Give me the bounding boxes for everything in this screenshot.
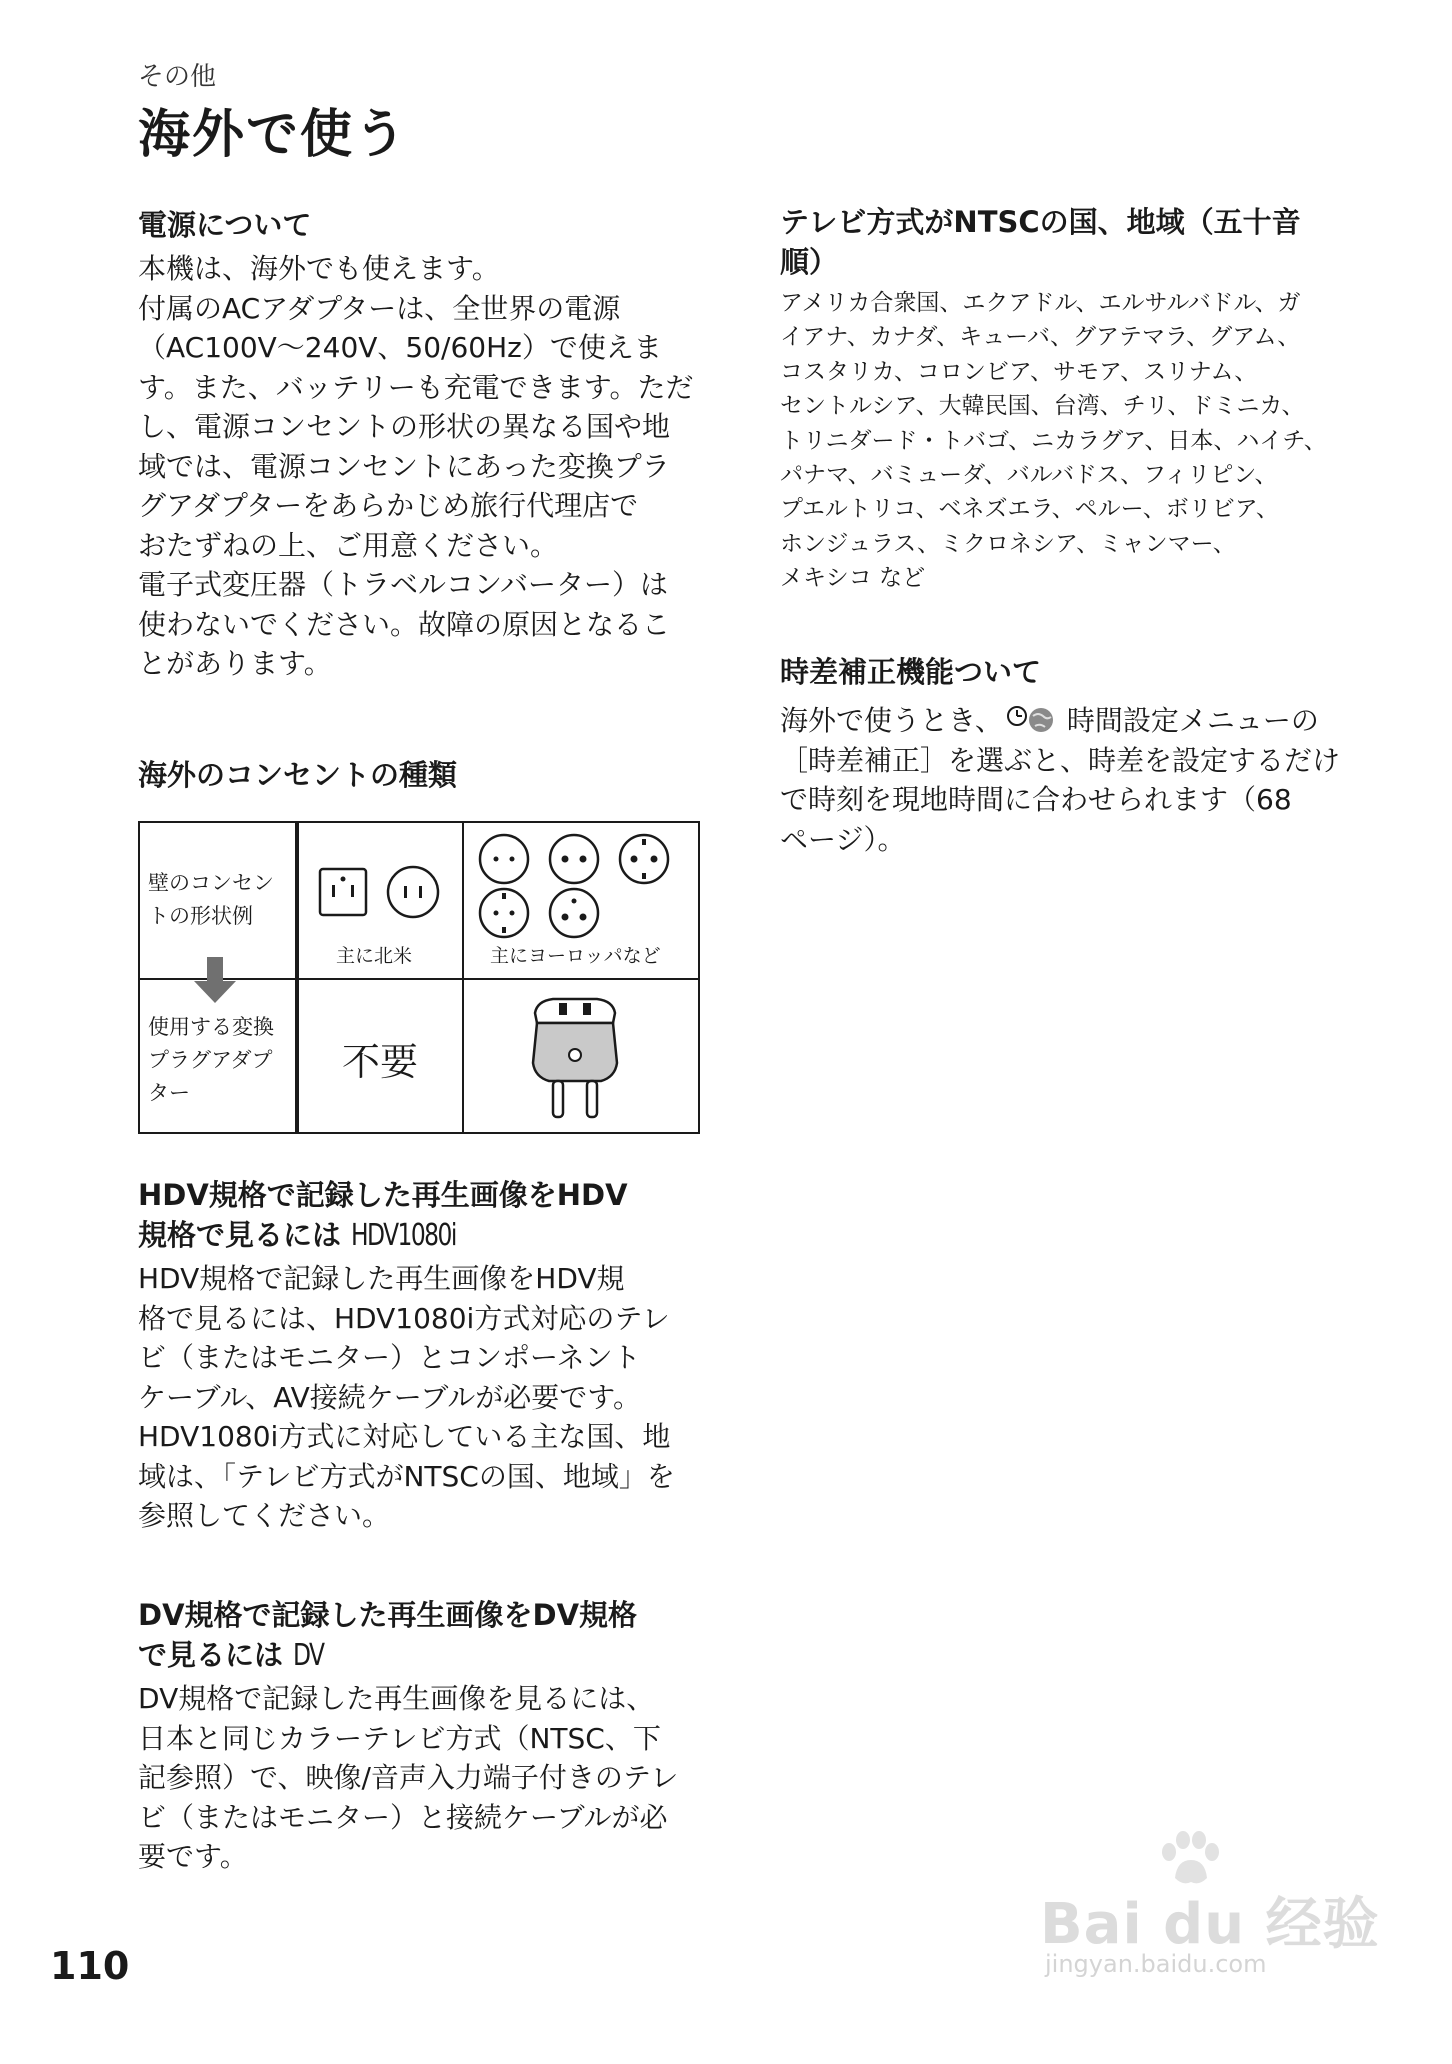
outlet-table	[138, 821, 700, 1134]
row1-label-line: トの形状例	[148, 904, 253, 928]
hdv-heading-text: 規格で見るには	[138, 1218, 342, 1252]
row2-label	[148, 1011, 274, 1110]
ntsc-line: メキシコ など	[780, 565, 926, 592]
grounded-outlet-icon	[320, 869, 366, 915]
power-line: おたずねの上、ご用意ください。	[138, 528, 559, 562]
hdv1080i-icon: HDV1080i	[351, 1218, 456, 1253]
page-title: 海外で使う	[138, 105, 409, 165]
hdv-line: ビ（またはモニター）とコンポーネント	[138, 1341, 641, 1374]
dv-heading-text: で見るには	[138, 1638, 284, 1672]
dv-line: 日本と同じカラーテレビ方式（NTSC、下	[138, 1721, 661, 1755]
down-arrow-icon	[190, 957, 240, 1007]
row2-label-line: プラグアダプ	[148, 1048, 273, 1072]
ntsc-line: トリニダード・トバゴ、ニカラグア、日本、ハイチ、	[780, 427, 1327, 454]
hdv-heading	[138, 1175, 628, 1256]
dv-line: 記参照）で、映像/音声入力端子付きのテレ	[138, 1761, 679, 1794]
round-outlet-icon	[480, 835, 528, 883]
hdv-heading-line2	[138, 1215, 628, 1256]
ntsc-line: イアナ、カナダ、キューバ、グアテマラ、グアム、	[780, 324, 1301, 351]
caption-north-america: 主に北米	[336, 945, 413, 967]
dv-line: ビ（またはモニター）と接続ケーブルが必	[138, 1800, 668, 1834]
row1-label	[148, 867, 274, 933]
timediff-line: で時刻を現地時間に合わせられます（68	[780, 783, 1292, 816]
dv-line: DV規格で記録した再生画像を見るには、	[138, 1682, 655, 1715]
europe-outlet-icons	[474, 831, 689, 941]
ntsc-heading	[780, 202, 1301, 282]
power-body	[138, 249, 694, 684]
timediff-line	[780, 701, 1340, 741]
power-line: グアダプターをあらかじめ旅行代理店で	[138, 489, 639, 522]
timediff-heading: 時差補正機能ついて	[780, 655, 1042, 689]
timediff-line: ［時差補正］を選ぶと、時差を設定するだけ	[780, 743, 1341, 777]
clock-globe-icon	[1005, 704, 1063, 734]
power-line: し、電源コンセントの形状の異なる国や地	[138, 410, 671, 443]
round-outlet-icon	[550, 889, 598, 937]
timediff-line1-before: 海外で使うとき、	[780, 704, 1003, 737]
power-line: す。また、バッテリーも充電できます。ただ	[138, 370, 694, 404]
hdv-line: 域は、「テレビ方式がNTSCの国、地域」を	[138, 1459, 675, 1493]
ntsc-line: セントルシア、大韓民国、台湾、チリ、ドミニカ、	[780, 393, 1305, 420]
dv-heading-line2	[138, 1635, 637, 1676]
ntsc-line: プエルトリコ、ベネズエラ、ペルー、ボリビア、	[780, 496, 1279, 523]
power-line: 域では、電源コンセントにあった変換プラ	[138, 449, 670, 483]
round-outlet-icon	[550, 835, 598, 883]
caption-europe: 主にヨーロッパなど	[490, 945, 661, 967]
row2-label-line: ター	[148, 1081, 190, 1105]
timediff-body	[780, 701, 1340, 859]
ntsc-line: アメリカ合衆国、エクアドル、エルサルバドル、ガ	[780, 290, 1301, 316]
power-line: （AC100V〜240V、50/60Hz）で使えま	[138, 331, 662, 364]
dv-heading-line1: DV規格で記録した再生画像をDV規格	[138, 1598, 638, 1632]
timediff-line: ページ）。	[780, 822, 906, 856]
watermark-logo: Bai du 经验	[1040, 1892, 1380, 1957]
power-line: とがあります。	[138, 647, 332, 680]
two-prong-outlet-icon	[388, 867, 438, 917]
ntsc-heading-line1: テレビ方式がNTSCの国、地域（五十音	[780, 205, 1301, 239]
power-line: 本機は、海外でも使えます。	[138, 252, 500, 285]
ntsc-line: パナマ、バミューダ、バルバドス、フィリピン、	[780, 462, 1278, 489]
row2-label-line: 使用する変換	[148, 1015, 274, 1039]
not-needed-label: 不要	[342, 1040, 419, 1084]
ntsc-line: ホンジュラス、ミクロネシア、ミャンマー、	[780, 530, 1236, 557]
plug-adapter-icon	[525, 993, 625, 1123]
ntsc-line: コスタリカ、コロンビア、サモア、スリナム、	[780, 358, 1258, 385]
category-label: その他	[138, 62, 217, 92]
row1-label-line: 壁のコンセン	[148, 871, 274, 895]
power-line: 電子式変圧器（トラベルコンバーター）は	[138, 568, 669, 601]
hdv-heading-line1: HDV規格で記録した再生画像をHDV	[138, 1178, 628, 1212]
ntsc-country-list	[780, 286, 1327, 596]
round-outlet-icon	[620, 835, 668, 883]
hdv-body	[138, 1259, 675, 1536]
watermark-url: jingyan.baidu.com	[1045, 1950, 1267, 1978]
hdv-line: HDV1080i方式に対応している主な国、地	[138, 1420, 671, 1453]
ntsc-heading-line2: 順）	[780, 245, 839, 279]
round-outlet-icon	[480, 889, 528, 937]
outlets-heading: 海外のコンセントの種類	[138, 758, 458, 792]
hdv-line: 格で見るには、HDV1080i方式対応のテレ	[138, 1301, 670, 1335]
dv-line: 要です。	[138, 1840, 248, 1873]
hdv-line: HDV規格で記録した再生画像をHDV規	[138, 1262, 625, 1295]
hdv-line: 参照してください。	[138, 1499, 391, 1532]
hdv-line: ケーブル、AV接続ケーブルが必要です。	[138, 1380, 641, 1414]
timediff-line1-after: 時間設定メニューの	[1066, 704, 1319, 737]
page-number: 110	[50, 1944, 130, 1988]
power-heading: 電源について	[138, 208, 312, 242]
dv-heading	[138, 1595, 637, 1676]
dv-body	[138, 1679, 678, 1877]
north-america-outlet-icons	[318, 861, 448, 921]
power-line: 使わないでください。故障の原因となるこ	[138, 607, 671, 641]
dv-icon: DV	[293, 1638, 324, 1673]
power-line: 付属のACアダプターは、全世界の電源	[138, 291, 621, 325]
